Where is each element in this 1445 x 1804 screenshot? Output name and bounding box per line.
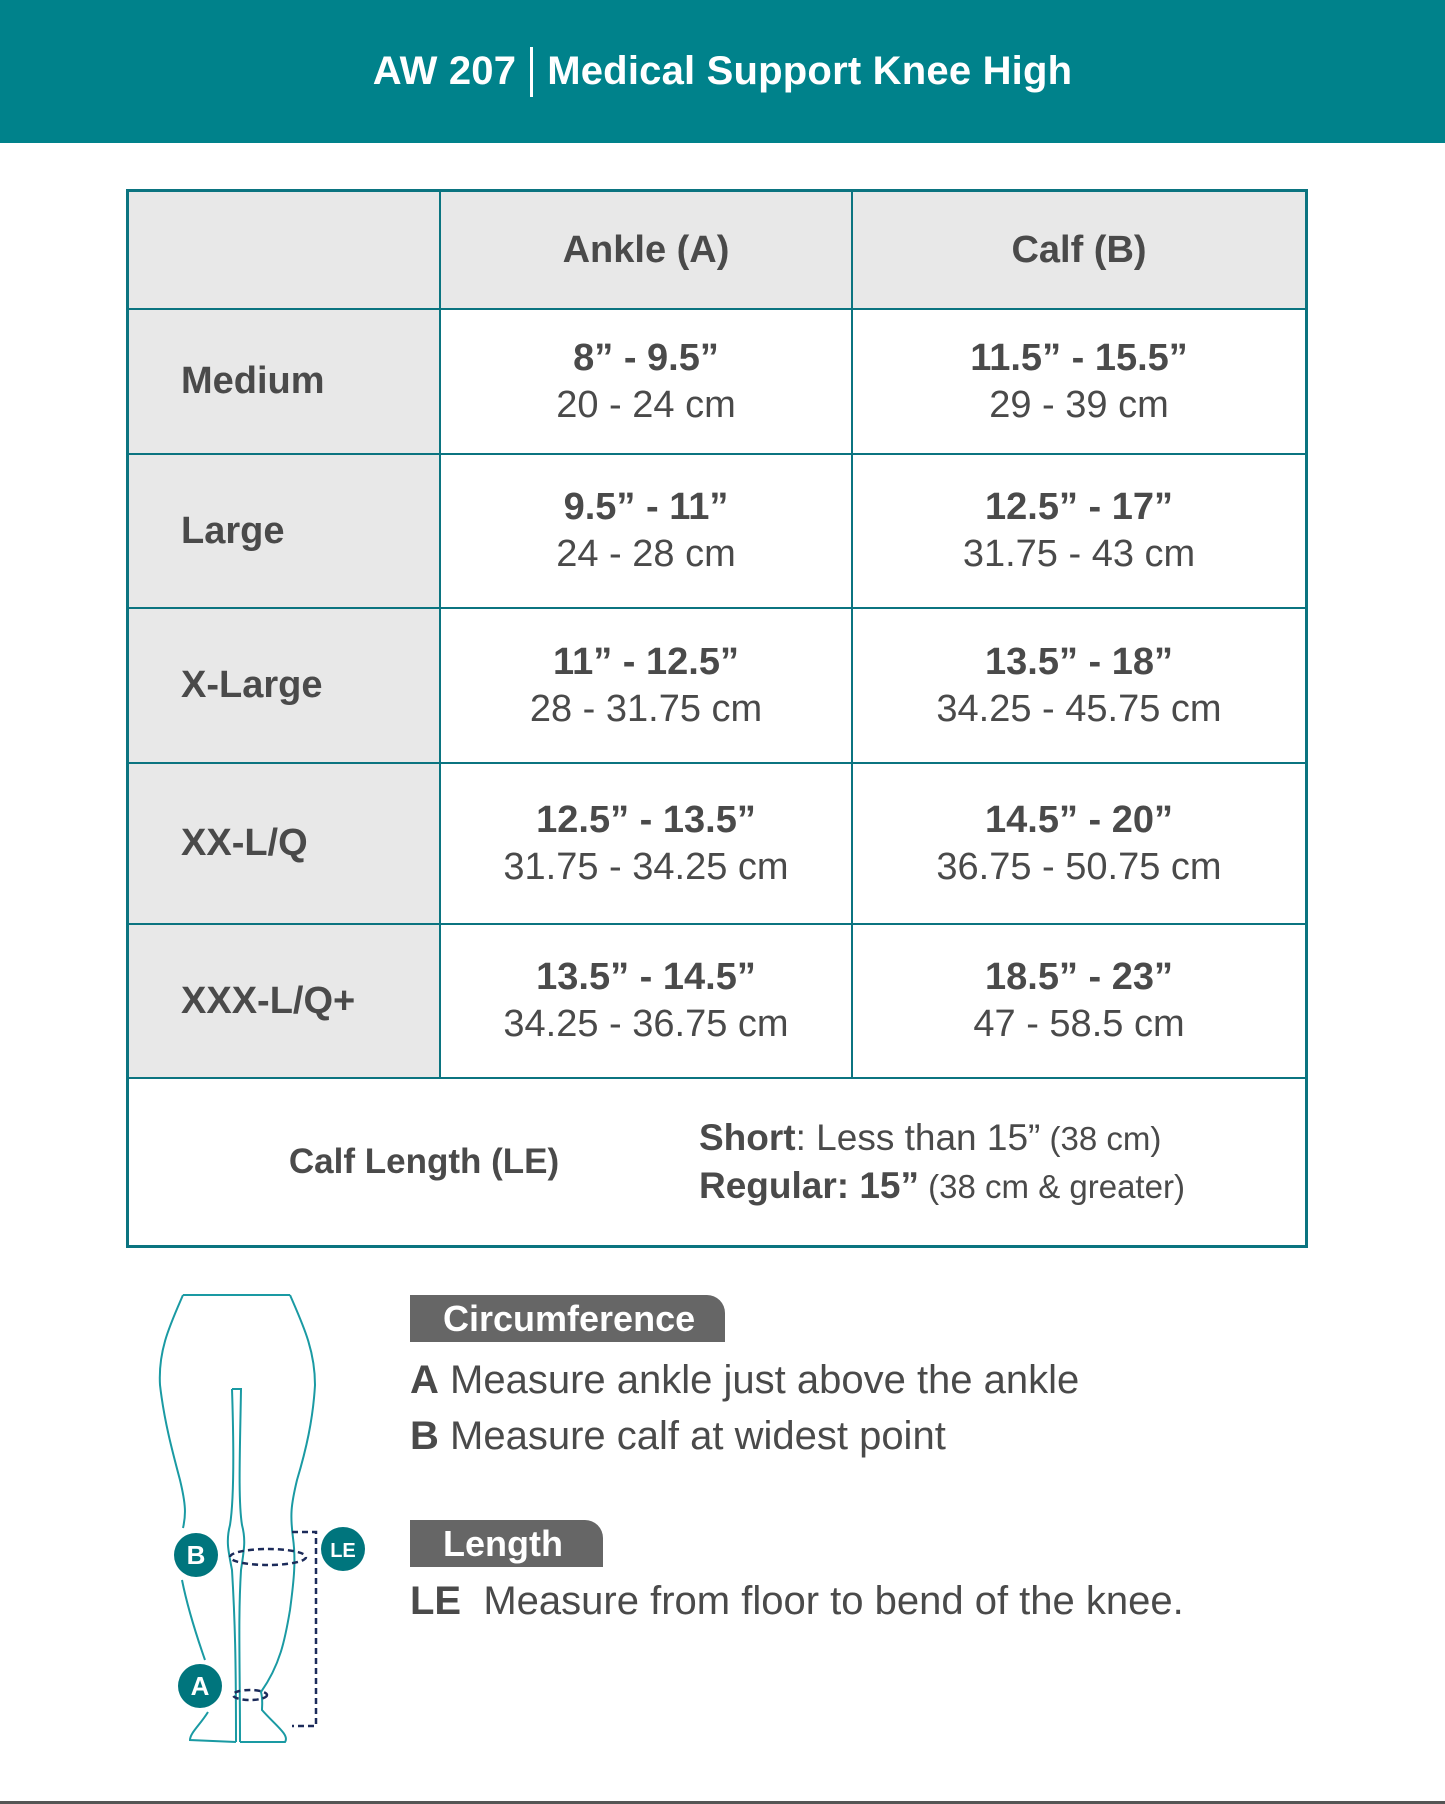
legend-item-le: LE Measure from floor to bend of the knee.	[410, 1579, 1184, 1623]
leg-measurement-illustration	[150, 1285, 400, 1755]
size-label: XXX-L/Q+	[181, 979, 356, 1022]
product-name: Medical Support Knee High	[547, 49, 1073, 93]
calf-length-short: Short: Less than 15” (38 cm)	[699, 1117, 1162, 1158]
ankle-cell	[441, 925, 853, 1077]
header-banner	[0, 0, 1445, 143]
title-separator	[530, 47, 533, 97]
ankle-inches: 12.5” - 13.5”	[536, 798, 756, 841]
calf-cm: 36.75 - 50.75 cm	[936, 845, 1222, 888]
ankle-cell	[441, 764, 853, 923]
calf-inches: 12.5” - 17”	[985, 486, 1173, 528]
column-header-ankle: Ankle (A)	[562, 228, 730, 271]
header-calf	[853, 192, 1305, 308]
length-measure-bracket	[292, 1532, 316, 1726]
size-cell	[129, 764, 441, 923]
measurement-legend	[410, 1295, 1410, 1623]
ankle-cell	[441, 310, 853, 453]
calf-cell	[853, 925, 1305, 1077]
size-label: Large	[181, 509, 285, 552]
ankle-inches: 11” - 12.5”	[553, 640, 739, 683]
header-empty-cell	[129, 192, 441, 308]
ankle-inches: 9.5” - 11”	[563, 486, 729, 528]
marker-le-icon	[321, 1527, 365, 1571]
calf-inches: 11.5” - 15.5”	[970, 336, 1188, 379]
svg-text:A: A	[190, 1671, 210, 1701]
legend-item-a: A Measure ankle just above the ankle	[410, 1358, 1080, 1402]
column-header-calf: Calf (B)	[1011, 228, 1147, 271]
ankle-cm: 24 - 28 cm	[556, 533, 736, 575]
ankle-inches: 8” - 9.5”	[573, 336, 719, 379]
ankle-cm: 34.25 - 36.75 cm	[503, 1003, 789, 1045]
table-row	[129, 308, 1305, 453]
size-cell	[129, 455, 441, 607]
size-label: XX-L/Q	[181, 822, 308, 864]
svg-text:LE: LE	[330, 1540, 356, 1562]
page-title	[373, 47, 1073, 97]
circumference-block	[410, 1295, 1410, 1464]
calf-cm: 47 - 58.5 cm	[973, 1003, 1185, 1045]
length-tab: Length	[410, 1520, 603, 1567]
size-chart-table	[126, 189, 1308, 1248]
calf-inches: 18.5” - 23”	[985, 956, 1173, 998]
marker-b-icon	[174, 1533, 218, 1577]
table-row	[129, 923, 1305, 1077]
header-ankle	[441, 192, 853, 308]
ankle-cell	[441, 609, 853, 762]
table-row	[129, 762, 1305, 923]
calf-length-row	[129, 1077, 1305, 1245]
table-row	[129, 607, 1305, 762]
size-label: Medium	[181, 360, 325, 402]
calf-cell	[853, 310, 1305, 453]
calf-cm: 34.25 - 45.75 cm	[936, 687, 1222, 730]
ankle-cm: 20 - 24 cm	[556, 383, 736, 426]
calf-cm: 31.75 - 43 cm	[962, 533, 1196, 575]
length-block	[410, 1520, 1184, 1629]
calf-cm: 29 - 39 cm	[989, 383, 1169, 426]
ankle-inches: 13.5” - 14.5”	[536, 956, 756, 998]
size-cell	[129, 925, 441, 1077]
size-label: X-Large	[181, 664, 323, 706]
calf-cell	[853, 764, 1305, 923]
size-cell	[129, 310, 441, 453]
marker-a-icon	[178, 1664, 222, 1708]
calf-length-regular: Regular: 15” (38 cm & greater)	[699, 1165, 1185, 1206]
table-header-row	[129, 192, 1305, 308]
calf-cell	[853, 455, 1305, 607]
size-cell	[129, 609, 441, 762]
ankle-cm: 31.75 - 34.25 cm	[503, 845, 789, 888]
svg-text:B: B	[186, 1540, 206, 1570]
product-code: AW 207	[372, 49, 517, 93]
ankle-cell	[441, 455, 853, 607]
calf-cell	[853, 609, 1305, 762]
calf-inches: 13.5” - 18”	[985, 640, 1173, 683]
calf-inches: 14.5” - 20”	[985, 798, 1173, 841]
table-row	[129, 453, 1305, 607]
calf-length-options	[699, 1117, 1185, 1207]
ankle-cm: 28 - 31.75 cm	[529, 687, 763, 730]
legend-item-b: B Measure calf at widest point	[410, 1414, 946, 1458]
circumference-tab: Circumference	[410, 1295, 725, 1342]
calf-length-label: Calf Length (LE)	[288, 1142, 560, 1181]
